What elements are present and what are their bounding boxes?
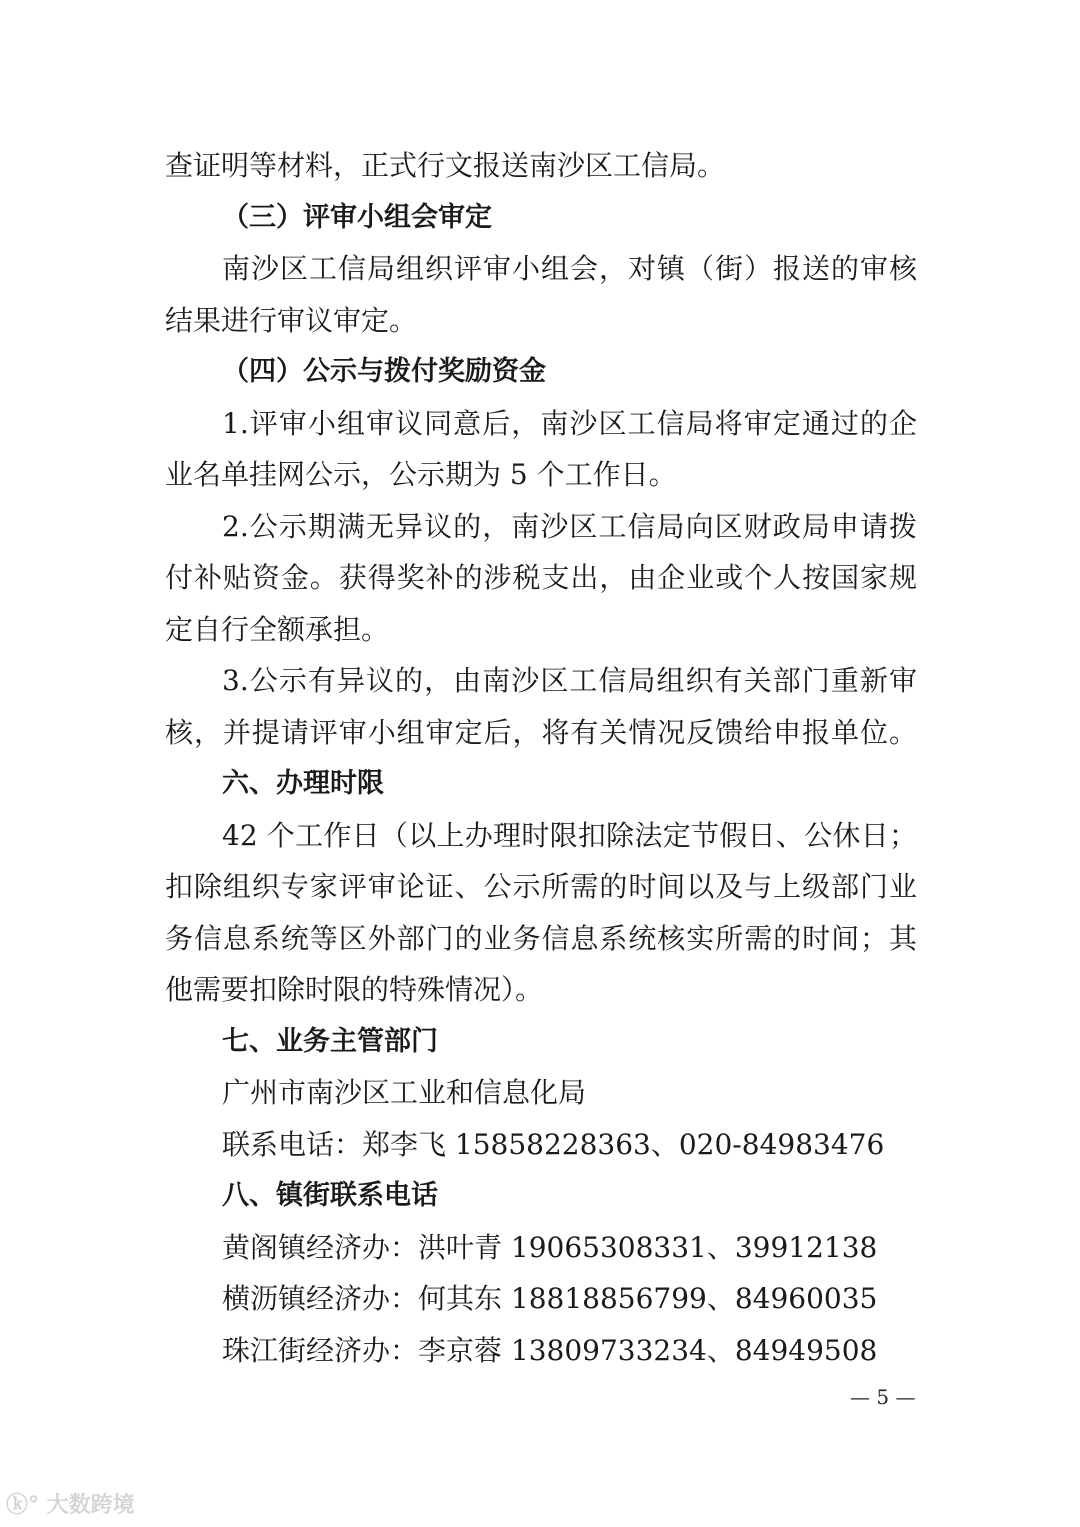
section-heading: 七、业务主管部门 [222, 1025, 438, 1057]
paragraph-line: 务信息系统等区外部门的业务信息系统核实所需的时间；其 [165, 921, 917, 955]
section-heading: （四）公示与拨付奖励资金 [222, 356, 546, 387]
paragraph-line: 珠江街经济办：李京蓉 13809733234、84949508 [222, 1333, 878, 1367]
paragraph-line: 查证明等材料，正式行文报送南沙区工信局。 [165, 149, 726, 182]
paragraph-line: 2.公示期满无异议的，南沙区工信局向区财政局申请拨 [222, 509, 917, 543]
paragraph-line: 联系电话：郑李飞 15858228363、020-84983476 [222, 1127, 885, 1161]
paragraph-line: 定自行全额承担。 [165, 612, 390, 646]
paragraph-line: 广州市南沙区工业和信息化局 [222, 1076, 587, 1109]
paragraph-line: 42 个工作日（以上办理时限扣除法定节假日、公休日； [222, 818, 917, 852]
paragraph-line: 横沥镇经济办：何其东 18818856799、84960035 [222, 1282, 878, 1315]
paragraph-line: 付补贴资金。获得奖补的涉税支出，由企业或个人按国家规 [165, 561, 917, 594]
paragraph-line: 业名单挂网公示，公示期为 5 个工作日。 [165, 458, 677, 491]
paragraph-line: 3.公示有异议的，由南沙区工信局组织有关部门重新审 [222, 664, 917, 697]
page-number: — 5 — [850, 1385, 916, 1409]
paragraph-line: 他需要扣除时限的特殊情况）。 [165, 973, 544, 1006]
watermark-logo: ⓚ° 大数跨境 [6, 1493, 135, 1518]
section-heading: 六、办理时限 [222, 768, 384, 799]
paragraph-line: 黄阁镇经济办：洪叶青 19065308331、39912138 [222, 1230, 878, 1264]
paragraph-line: 扣除组织专家评审论证、公示所需的时间以及与上级部门业 [165, 870, 917, 903]
paragraph-line: 核，并提请评审小组审定后，将有关情况反馈给申报单位。 [165, 715, 917, 749]
section-heading: （三）评审小组会审定 [222, 201, 492, 233]
watermark-text: 大数跨境 [46, 1493, 135, 1518]
paragraph-line: 结果进行审议审定。 [165, 303, 418, 337]
section-heading: 八、镇街联系电话 [222, 1180, 438, 1211]
paragraph-line: 1.评审小组审议同意后，南沙区工信局将审定通过的企 [222, 406, 917, 440]
paragraph-line: 南沙区工信局组织评审小组会，对镇（街）报送的审核 [222, 252, 917, 285]
document-body [165, 140, 917, 1376]
